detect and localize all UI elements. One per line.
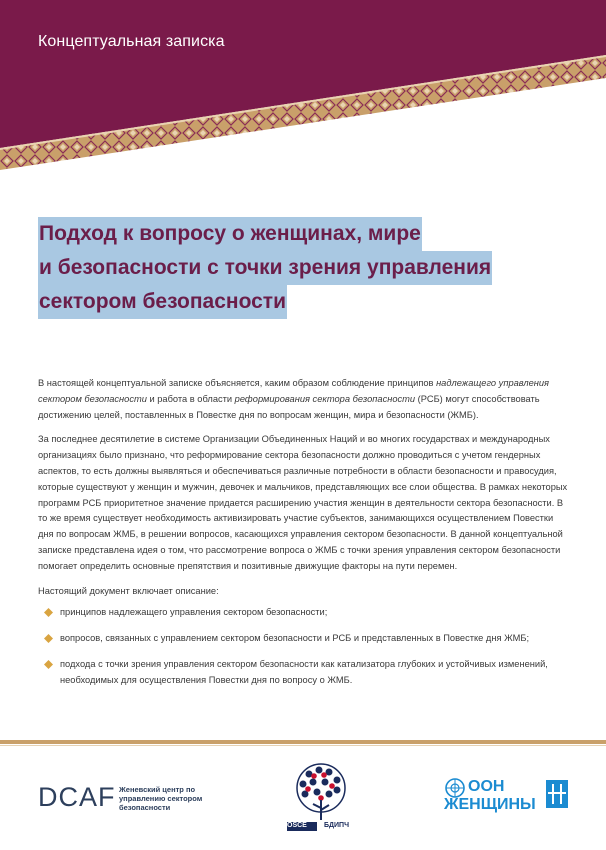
dcaf-logo <box>38 782 203 813</box>
list-item <box>38 657 570 689</box>
odihr-label: БДИПЧ <box>324 822 349 829</box>
intro-emphasis-2: реформирования сектора безопасности <box>234 393 416 404</box>
title-line-2: и безопасности с точки зрения управления <box>38 251 492 285</box>
footer-divider <box>0 740 606 744</box>
diamond-bullet-icon <box>44 660 53 669</box>
intro-emphasis-1: надлежащего управления сектором безопасности <box>38 378 549 404</box>
intro-text-b: и работа в области <box>146 393 235 404</box>
diamond-bullet-icon <box>44 608 53 617</box>
footer-divider-thin <box>0 745 606 746</box>
list-item <box>38 605 570 621</box>
list-item-text: вопросов, связанных с управлением сектором безопасности и РСБ и представленных в Повестке дня ЖМБ; <box>60 633 530 644</box>
paragraph-intro <box>38 376 570 423</box>
title-line-3: сектором безопасности <box>38 285 287 319</box>
unwomen-line-1: ООН <box>468 778 505 795</box>
paragraph-contents-intro: Настоящий документ включает описание: <box>38 585 219 596</box>
body-text <box>38 376 570 699</box>
contents-list <box>38 605 570 688</box>
osce-tree-logo-icon <box>283 760 359 844</box>
intro-text-c: (РСБ) могут способствовать достижению целей, поставленных в Повестке дня по вопросам женщин, мира и безопасности (ЖМБ). <box>38 393 540 420</box>
list-item-text: принципов надлежащего управления сектором безопасности; <box>60 607 328 618</box>
title-line-1: Подход к вопросу о женщинах, мире <box>38 217 422 251</box>
dcaf-caption: Женевский центр по управлению сектором безопасности <box>119 785 203 812</box>
unwomen-line-2: ЖЕНЩИНЫ <box>444 796 536 813</box>
osce-label: OSCE <box>287 822 307 829</box>
banner-graphic <box>0 0 606 170</box>
dcaf-wordmark: DCAF <box>38 782 116 812</box>
page-title <box>38 217 538 319</box>
header-banner <box>0 0 606 170</box>
paragraph-context: За последнее десятилетие в системе Организации Объединенных Наций и во многих государствах и международных организациях было признано, что реформирование сектора безопасности должно проводиться с учетом гендерных аспектов, то есть должны выявляться и обеспечиваться различные потребности в области безопасности и правосудия, которые существуют у женщин и мужчин, девочек и мальчиков, представляющих все слои общества. В рамках некоторых программ РСБ приоритетное значение придается расширению участия женщин в деятельности сектора безопасности. В то же время существует необходимость активизировать участие субъектов, занимающихся осуществлением Повестки дня по вопросам ЖМБ, в решении вопросов, касающихся управления сектором безопасности. В данной концептуальной записке представлена идея о том, что рассмотрение вопроса о ЖМБ с точки зрения управления сектором безопасности помогает определить основные препятствия и позитивные движущие факторы на пути перемен. <box>38 434 568 571</box>
women-symbol-icon <box>544 778 570 810</box>
list-item-text: подхода с точки зрения управления сектором безопасности как катализатора глубоких и устойчивых изменений, необходимых для осуществления Повестки дня по вопросу о ЖМБ. <box>60 658 548 685</box>
intro-text-a: В настоящей концептуальной записке объясняется, каким образом соблюдение принципов <box>38 378 437 388</box>
diamond-bullet-icon <box>44 634 53 643</box>
document-type-label: Концептуальная записка <box>38 33 225 50</box>
list-item <box>38 631 570 647</box>
